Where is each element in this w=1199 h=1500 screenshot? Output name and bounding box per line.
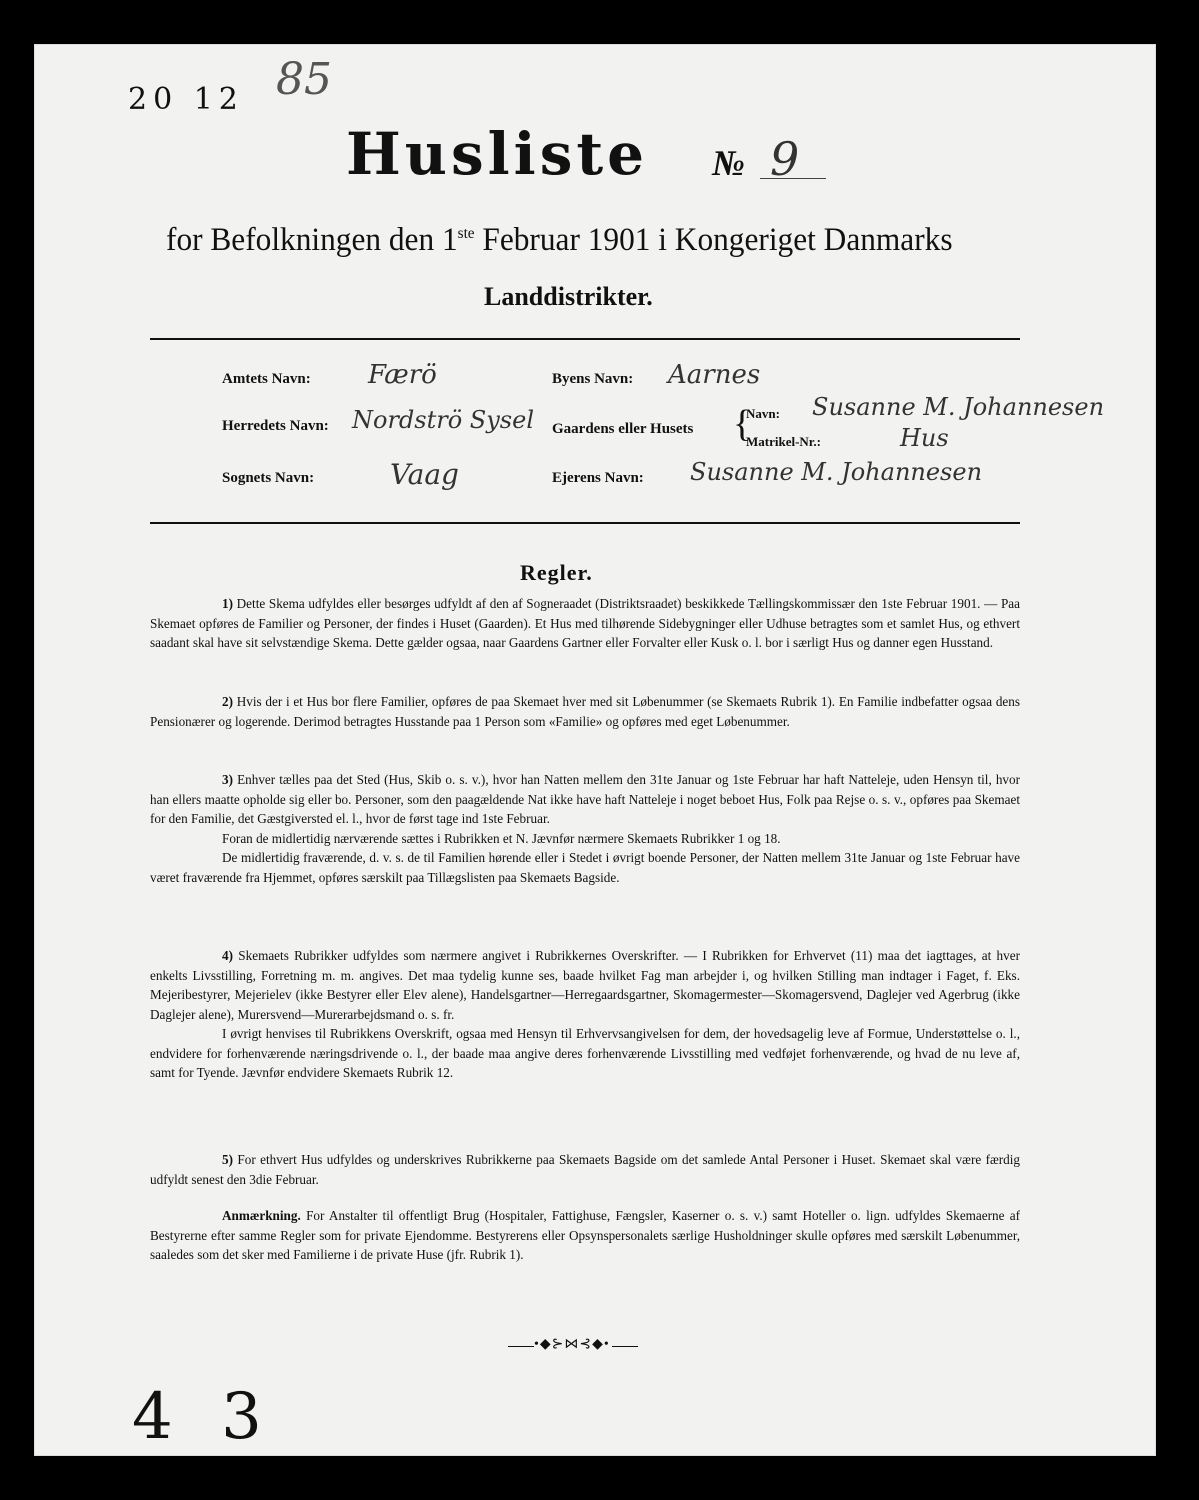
rule-3-b: Foran de midlertidig nærværende sættes i Rubrikken et N. Jævnfør nærmere Skemaets Rubrikker 1 og 18. <box>222 830 781 846</box>
rule-3-number: 3) <box>222 772 233 787</box>
gaard-matrikel-label: Matrikel-Nr.: <box>746 434 821 449</box>
amt-label: Amtets Navn: <box>222 371 311 387</box>
gaard-navn-value: Susanne M. Johannesen <box>812 393 1105 421</box>
gaard-label: Gaardens eller Husets <box>552 421 694 437</box>
by-label: Byens Navn: <box>552 371 634 387</box>
ejer-label: Ejerens Navn: <box>552 470 644 486</box>
herred-label: Herredets Navn: <box>222 418 329 434</box>
note-label: Anmærkning. <box>222 1208 301 1223</box>
rule-1-text: Dette Skema udfyldes eller besørges udfyldt af den af Sogneraadet (Distriktsraadet) beskikkede Tællingskommissær den 1ste Februar 1901. — Paa Skemaet opføres de Familier og Personer, der findes i Huset (Gaarden). Et Hus med tilhørende Sidebygninger eller Udhuse betragtes som et samlet Hus, og ethvert saadant skal have sit selvstændige Skema. Dette gælder ogsaa, naar Gaardens Gartner eller Forvalter eller Kusk o. l. bor i særligt Hus og danner egen Husstand. <box>150 596 1021 650</box>
rule-3-text: Enhver tælles paa det Sted (Hus, Skib o. s. v.), hvor han Natten mellem den 31te Januar og 1ste Februar har haft Natteleje, uden Hensyn til, hvor han ellers maatte opholde sig eller bo. Personer, som den paagældende Nat ikke have haft Natteleje i noget beboet Hus, Folk paa Rejse o. s. v., opføres paa Skemaet for den Familie, det Gæstgiversted el. l., hvor de først tage ind 1ste Februar. <box>150 772 1021 826</box>
district-label: Landdistrikter. <box>484 282 653 311</box>
note-text: For Anstalter til offentligt Brug (Hospitaler, Fattighuse, Fængsler, Kaserner o. s. v.) samt Hoteller o. lign. udfyldes Skemaerne af Bestyrerne efter samme Regler som for private Ejendomme. Bestyrerens eller Opsynspersonalets særlige Husholdninger skulle opføres med særskilt Løbenummer, saaledes som det sker med Familierne i de private Huse (jfr. Rubrik 1). <box>150 1208 1020 1262</box>
header-rule-top <box>150 338 1020 340</box>
subtitle-post: Februar 1901 i Kongeriget Danmarks <box>474 222 953 258</box>
rule-2-text: Hvis der i et Hus bor flere Familier, opføres de paa Skemaet hver med sit Løbenummer (se Skemaets Rubrik 1). En Familie indbefatter ogsaa dens Pensionærer og logerende. Derimod betragtes Husstande paa 1 Person som «Familie» og opføres med eget Løbenummer. <box>150 694 1020 729</box>
rule-2 <box>150 692 1020 731</box>
bottom-number: 4 3 <box>132 1380 276 1454</box>
rule-4 <box>150 946 1020 1083</box>
gaard-matrikel-value: Hus <box>900 424 949 452</box>
rule-4-b: I øvrigt henvises til Rubrikkens Overskrift, ogsaa med Hensyn til Erhvervsangivelsen for dem, der hovedsagelig leve af Formue, Understøttelse o. l., endvidere for forhenværende næringsdrivende o. l., der baade maa angive deres forhenværende Livsstilling med vedføjet forhenværende, og hvad de nu leve af, samt for Tyende. Jævnfør endvidere Skemaets Rubrik 12. <box>150 1026 1020 1080</box>
header-rule-bottom <box>150 522 1020 524</box>
pencil-number: 85 <box>276 54 332 105</box>
ornament: •◆⊱⋈⊰◆• <box>534 1337 610 1352</box>
ornament-line-right <box>612 1346 638 1347</box>
herred-value: Nordströ Sysel <box>352 406 534 434</box>
rule-3 <box>150 770 1020 887</box>
title-text: Husliste <box>346 120 649 188</box>
rule-2-number: 2) <box>222 694 233 709</box>
amt-value: Færö <box>368 360 437 390</box>
form-subtitle <box>166 222 953 259</box>
form-title <box>346 120 648 188</box>
rule-3-c: De midlertidig fraværende, d. v. s. de til Familien hørende eller i Stedet i øvrigt boende Personer, der Natten mellem 31te Januar og 1ste Februar have været fraværende fra Hjemmet, opføres særskilt paa Tillægslisten paa Skemaets Bagside. <box>150 850 1020 885</box>
rule-4-text: Skemaets Rubrikker udfyldes som nærmere angivet i Rubrikkernes Overskrifter. — I Rubrikken for Erhvervet (11) maa det iagttages, at hver enkelts Livsstilling, Forretning m. m. angives. Det maa tydelig kunne ses, baade hvilket Fag man arbejder i, og hvilken Stilling man indtager i Faget, f. Eks. Mejeribestyrer, Mejerielev (ikke Bestyrer eller Elev alene), Handelsgartner—Herregaardsgartner, Skomagermester—Skomagersvend, Daglejer ved Agerbrug (ikke Daglejer alene), Murersvend—Murerarbejdsmand o. s. fr. <box>150 948 1020 1022</box>
ejer-value: Susanne M. Johannesen <box>690 458 983 486</box>
ornament-line-left <box>508 1346 534 1347</box>
house-number-label: № <box>712 143 745 183</box>
sogn-value: Vaag <box>390 458 459 491</box>
by-value: Aarnes <box>668 360 761 390</box>
house-number-value: 9 <box>770 132 800 186</box>
rule-1 <box>150 594 1020 653</box>
note <box>150 1206 1020 1265</box>
sogn-label: Sognets Navn: <box>222 470 315 486</box>
gaard-navn-label: Navn: <box>746 406 780 421</box>
number-underline <box>760 178 826 179</box>
subtitle-sup: ste <box>457 225 475 242</box>
rule-5 <box>150 1150 1020 1189</box>
rule-4-number: 4) <box>222 948 233 963</box>
gaard-brace: { <box>733 403 752 445</box>
subtitle-pre: for Befolkningen den 1 <box>166 222 458 258</box>
rule-5-text: For ethvert Hus udfyldes og underskrives Rubrikkerne paa Skemaets Bagside om det samlede Antal Personer i Huset. Skemaet skal være færdig udfyldt senest den 3die Februar. <box>150 1152 1021 1187</box>
archive-number: 20 12 <box>128 82 244 117</box>
rule-5-number: 5) <box>222 1152 233 1167</box>
rules-heading: Regler. <box>520 560 593 585</box>
rule-1-number: 1) <box>222 596 233 611</box>
